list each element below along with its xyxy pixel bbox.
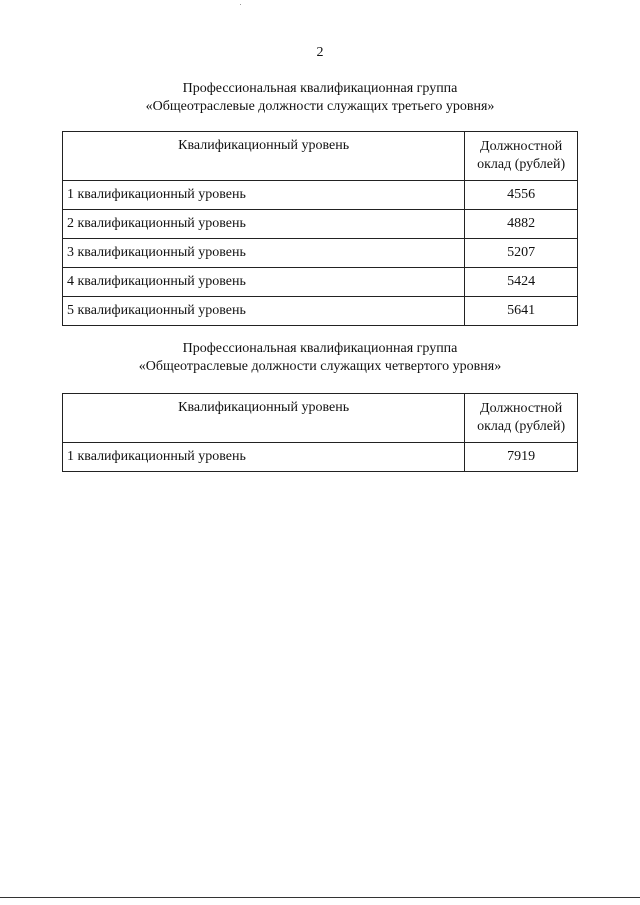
- level-cell: 1 квалификационный уровень: [63, 443, 465, 472]
- header-salary-line1: Должностной: [480, 401, 563, 416]
- header-level: Квалификационный уровень: [63, 132, 465, 181]
- header-salary-line2: оклад (рублей): [477, 419, 566, 434]
- table-row: [63, 443, 578, 472]
- section-title-third-level: [0, 80, 640, 116]
- table-row: [63, 181, 578, 210]
- table-row: [63, 210, 578, 239]
- footer-divider: [0, 897, 640, 898]
- salary-cell: 5207: [465, 239, 578, 268]
- section-title-line2: «Общеотраслевые должности служащих третьего уровня»: [145, 99, 495, 114]
- table-header-row: [63, 394, 578, 443]
- salary-table-third-level: [62, 131, 578, 326]
- table-row: [63, 239, 578, 268]
- table-row: [63, 268, 578, 297]
- page-number: 2: [316, 45, 324, 60]
- level-cell: 4 квалификационный уровень: [63, 268, 465, 297]
- section-title-line1: Профессиональная квалификационная группа: [182, 341, 458, 356]
- header-level: Квалификационный уровень: [63, 394, 465, 443]
- salary-cell: 4882: [465, 210, 578, 239]
- scan-mark: [240, 4, 241, 5]
- level-cell: 3 квалификационный уровень: [63, 239, 465, 268]
- section-title-line1: Профессиональная квалификационная группа: [182, 81, 458, 96]
- header-salary: [465, 132, 578, 181]
- salary-cell: 5424: [465, 268, 578, 297]
- level-cell: 1 квалификационный уровень: [63, 181, 465, 210]
- salary-cell: 4556: [465, 181, 578, 210]
- header-salary-line2: оклад (рублей): [477, 157, 566, 172]
- header-salary: [465, 394, 578, 443]
- salary-table-fourth-level: [62, 393, 578, 472]
- section-title-line2: «Общеотраслевые должности служащих четвертого уровня»: [138, 359, 502, 374]
- salary-cell: 7919: [465, 443, 578, 472]
- level-cell: 5 квалификационный уровень: [63, 297, 465, 326]
- level-cell: 2 квалификационный уровень: [63, 210, 465, 239]
- section-title-fourth-level: [0, 340, 640, 376]
- salary-cell: 5641: [465, 297, 578, 326]
- table-row: [63, 297, 578, 326]
- header-salary-line1: Должностной: [480, 139, 563, 154]
- table-header-row: [63, 132, 578, 181]
